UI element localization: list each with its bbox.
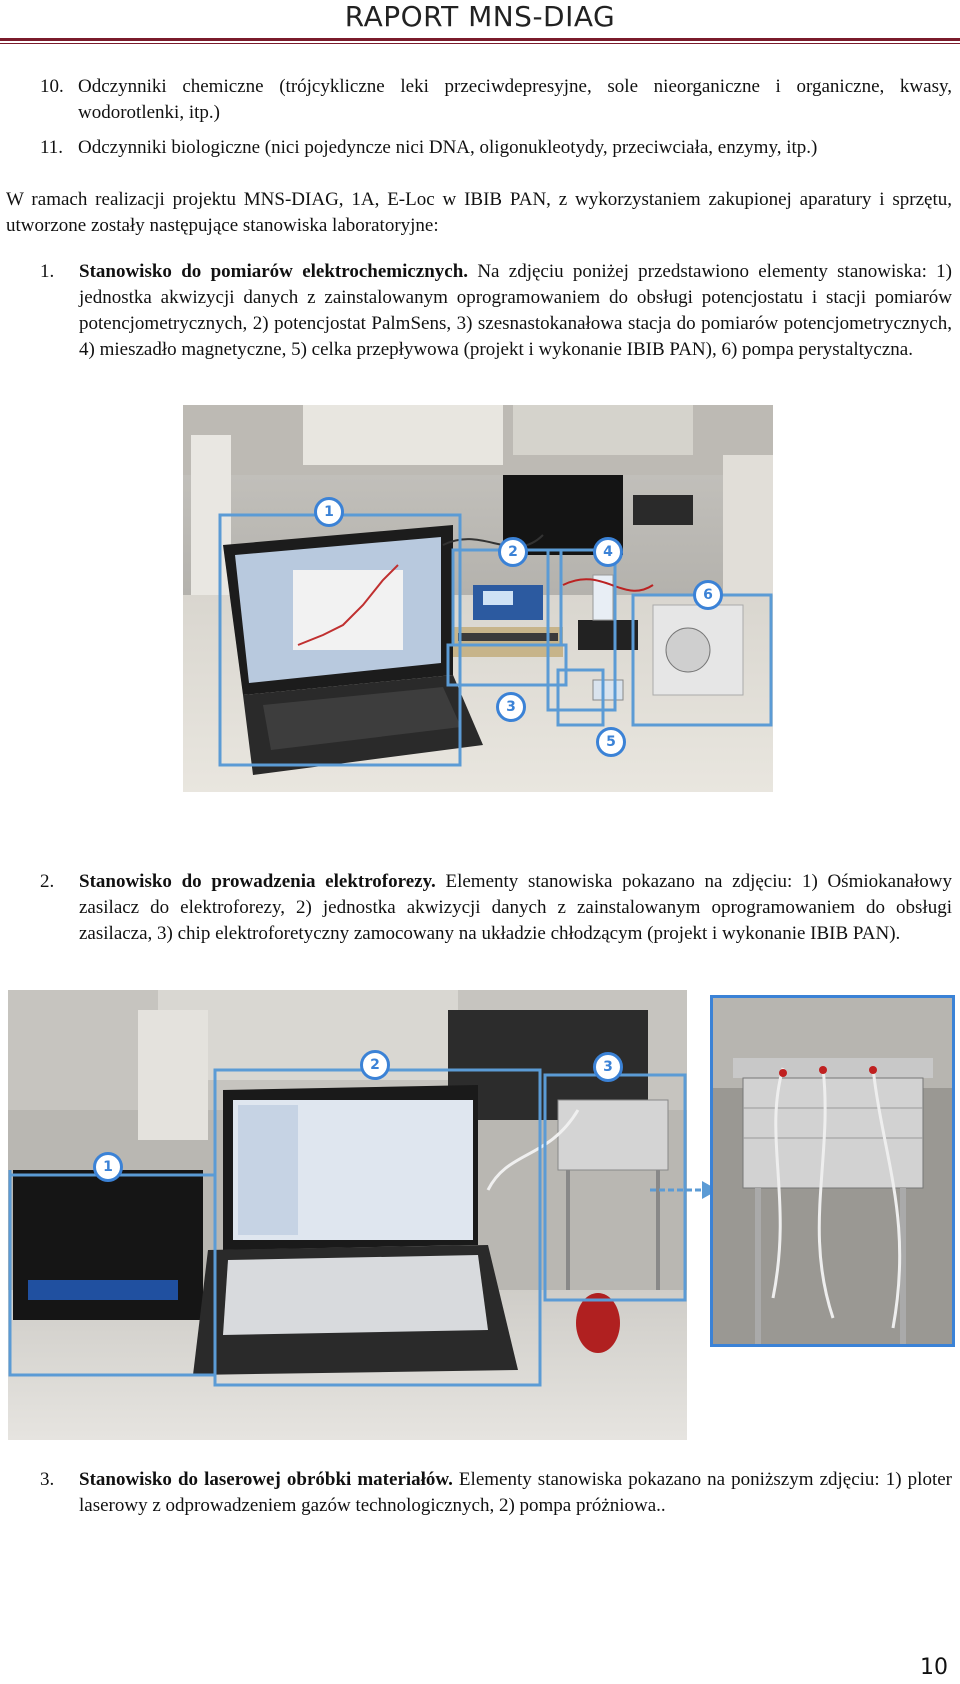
section-2-text: Elementy stanowiska pokazano na zdjęciu: 1) Ośmiokanałowy zasilacz do elektroforezy, 2) jednostka akwizycji danych z zainstalowanym oprogramowaniem do obsługi zasilacza, 3) chip elektroforetyczny zamocowany na układzie chłodzącym (projekt i wykonanie IBIB PAN). <box>79 871 952 944</box>
callout-marker: 2 <box>360 1050 390 1080</box>
list-item-text: Odczynniki biologiczne (nici pojedyncze nici DNA, oligonukleotydy, przeciwciała, enzymy, itp.) <box>78 137 818 158</box>
header-rule-thin <box>0 43 960 44</box>
section-2-paragraph <box>79 869 952 947</box>
callout-marker: 2 <box>498 537 528 567</box>
section-3-title: Stanowisko do laserowej obróbki materiałów. <box>79 1469 453 1490</box>
electrophoresis-chip-detail-photo <box>710 995 955 1347</box>
electrophoresis-station-photo <box>8 990 687 1440</box>
section-3-paragraph <box>79 1467 952 1519</box>
callout-marker: 5 <box>596 727 626 757</box>
callout-marker: 1 <box>314 497 344 527</box>
section-2-title: Stanowisko do prowadzenia elektroforezy. <box>79 871 436 892</box>
header-rule <box>0 38 960 41</box>
section-1-paragraph <box>79 259 952 363</box>
callout-marker: 4 <box>593 537 623 567</box>
section-number: 1. <box>40 261 55 282</box>
callout-marker: 3 <box>496 692 526 722</box>
list-item-text: Odczynniki chemiczne (trójcykliczne leki przeciwdepresyjne, sole nieorganiczne i organiczne, kwasy, wodorotlenki, itp.) <box>78 76 952 123</box>
section-3-text: Elementy stanowiska pokazano na poniższym zdjęciu: 1) ploter laserowy z odprowadzeniem gazów technologicznych, 2) pompa próżniowa.. <box>79 1469 952 1516</box>
callout-marker: 1 <box>93 1152 123 1182</box>
list-number: 11. <box>40 137 64 158</box>
list-number: 10. <box>40 76 64 97</box>
callout-marker: 6 <box>693 580 723 610</box>
electrochemistry-station-photo <box>183 405 773 792</box>
section-number: 2. <box>40 871 55 892</box>
section-number: 3. <box>40 1469 55 1490</box>
callout-marker: 3 <box>593 1052 623 1082</box>
page-header-title: RAPORT MNS-DIAG <box>344 0 616 33</box>
section-1-title: Stanowisko do pomiarów elektrochemicznych. <box>79 261 469 282</box>
intro-paragraph: W ramach realizacji projektu MNS-DIAG, 1A, E-Loc w IBIB PAN, z wykorzystaniem zakupionej aparatury i sprzętu, utworzone zostały następujące stanowiska laboratoryjne: <box>6 189 952 236</box>
page-number: 10 <box>920 1655 948 1680</box>
section-1-text: Na zdjęciu poniżej przedstawiono elementy stanowiska: 1) jednostka akwizycji danych z zainstalowanym oprogramowaniem do obsługi potencjostatu i stacji pomiarów potencjometrycznych, 2) potencjostat PalmSens, 3) szesnastokanałowa stacja do pomiarów potencjometrycznych, 4) mieszadło magnetyczne, 5) celka przepływowa (projekt i wykonanie IBIB PAN), 6) pompa perystaltyczna. <box>79 261 952 360</box>
